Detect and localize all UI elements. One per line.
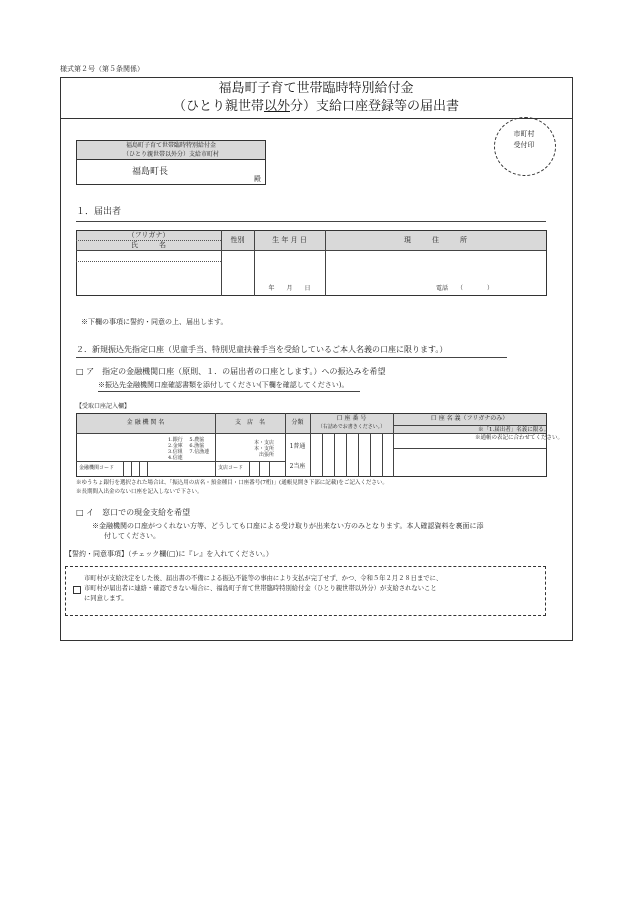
addressee-body [76, 159, 266, 185]
section1-heading: １．届出者 [76, 207, 122, 217]
account-digit-cell-4 [358, 433, 359, 477]
pledge-checkbox[interactable] [73, 586, 81, 594]
holder-body-rule [393, 448, 546, 449]
option-i-note-1: ※金融機関の口座がつくれない方等、どうしても口座による受け取りが出来ない方のみとなります。本人確認資料を裏面に添 [92, 522, 484, 530]
bank-code-label: 金融機関コード [79, 465, 115, 471]
consent-note: ※下欄の事項に誓約・同意の上、届出します。 [81, 318, 228, 326]
bank-code-cell-2 [139, 461, 140, 477]
option-i-label[interactable]: □ イ 窓口での現金支給を希望 [76, 508, 191, 517]
bank-code-cell-0 [123, 461, 124, 477]
form-title-line2: （ひとり親世帯以外分）支給口座登録等の届出書 [172, 99, 460, 114]
option-a-note: ※振込先金融機関口座確認書類を添付してください(下欄を確認してください)。 [98, 381, 349, 389]
account-type-2: 2当座 [289, 463, 306, 470]
yucho-note: ※ゆうちょ銀行を選択された場合は、「振込用の店名・預金種目・口座番号(7桁)」(通帳見開き下部に記載)をご記入ください。 [76, 480, 388, 486]
col-holder-label: 口 座 名 義（フリガナのみ） [430, 415, 509, 422]
sex-label: 性別 [230, 236, 245, 244]
title-divider [60, 118, 572, 119]
pledge-heading: 【誓約・同意事項】 [65, 550, 128, 558]
bank-table-title: 【受取口座記入欄】 [76, 403, 131, 410]
pledge-heading-line [65, 551, 273, 558]
bank-code-cell-3 [147, 461, 148, 477]
birthdate-label: 生 年 月 日 [272, 236, 307, 244]
form-title-line1: 福島町子育て世帯臨時特別給付金 [218, 81, 414, 96]
addressee-name: 福島町長 [132, 167, 169, 177]
branch-type-list: 本・支店 本・支所 出張所 [254, 440, 275, 458]
account-digit-cell-6 [382, 433, 383, 477]
account-digit-cell-1 [322, 433, 323, 477]
option-i-note-2: 付してください。 [104, 532, 160, 540]
col-divider-account [310, 413, 311, 477]
account-digit-cell-2 [334, 433, 335, 477]
pledge-instruction: （チェック欄(□)に『レ』を入れてください。） [128, 550, 273, 558]
col-type-label: 分類 [291, 419, 304, 426]
furigana-entry-divider [76, 261, 221, 262]
branch-code-label: 支店コード [218, 465, 244, 471]
long-term-note: ※長期間入出金のない口座を記入しないで下さい。 [76, 489, 203, 495]
holder-note-1: ※「1.届出者」名義に限る。 [478, 427, 550, 433]
col-divider-holder [393, 413, 394, 477]
section2-underline [76, 357, 507, 358]
col-branch-label: 支 店 名 [234, 419, 265, 426]
bank-type-list: 1.銀行 5.農協 2.金庫 6.漁協 3.信組 7.信漁連 4.信連 [168, 437, 210, 461]
branch-code-cell-0 [249, 461, 250, 477]
account-digit-cell-3 [346, 433, 347, 477]
branch-code-rule [215, 461, 285, 462]
option-a-note-underline [98, 391, 360, 392]
col-bank-label: 金 融 機 関 名 [126, 419, 165, 426]
addressee-head1: 福島町子育て世帯臨時特別給付金 [125, 142, 216, 149]
addressee-honorific: 殿 [254, 175, 261, 183]
holder-header-rule [393, 425, 546, 426]
holder-note-2: ※通帳の表記に合わせてください。 [475, 435, 564, 441]
addressee-head2: （ひとり親世帯以外分）支給市町村 [122, 151, 219, 158]
name-label: 氏 名 [131, 241, 166, 249]
pledge-text: 市町村が支給決定をした後、届出書の不備による振込不能等の事由により支払が完了せず、かつ、令和５年２月２８日までに、 市町村が届出者に連絡・確認できない場合に、福島町子育て世帯臨時特別給付金（ひとり親世帯以外分）が支給されないこと に同意します。 [84, 575, 443, 602]
bank-code-rule [76, 461, 215, 462]
account-type-1: 1普通 [289, 443, 306, 450]
section2-heading: ２．新規振込先指定口座（児童手当、特別児童扶養手当を受給しているご本人名義の口座に限ります。） [76, 345, 448, 354]
address-label: 現 住 所 [404, 236, 467, 244]
section1-underline [76, 221, 546, 222]
phone-label: 電話 （ ） [436, 285, 494, 292]
bank-header-rule [76, 433, 546, 434]
stamp-label-2: 受付印 [513, 141, 535, 149]
stamp-label-1: 市町村 [513, 130, 535, 138]
birthdate-units: 年 月 日 [268, 285, 311, 292]
account-digit-cell-5 [370, 433, 371, 477]
bank-code-cell-1 [131, 461, 132, 477]
applicant-header-rule [76, 250, 546, 251]
option-a-label[interactable]: □ ア 指定の金融機関口座（原則、１．の届出者の口座とします。）への振込みを希望 [76, 367, 386, 376]
branch-code-cell-2 [269, 461, 270, 477]
furigana-label: （フリガナ） [127, 231, 170, 239]
col-account-label: 口 座 番 号 [336, 415, 367, 422]
col-account-sublabel: （右詰めでお書きください。） [317, 424, 386, 430]
branch-code-cell-1 [259, 461, 260, 477]
form-number: 様式第２号（第５条関係） [60, 65, 144, 73]
